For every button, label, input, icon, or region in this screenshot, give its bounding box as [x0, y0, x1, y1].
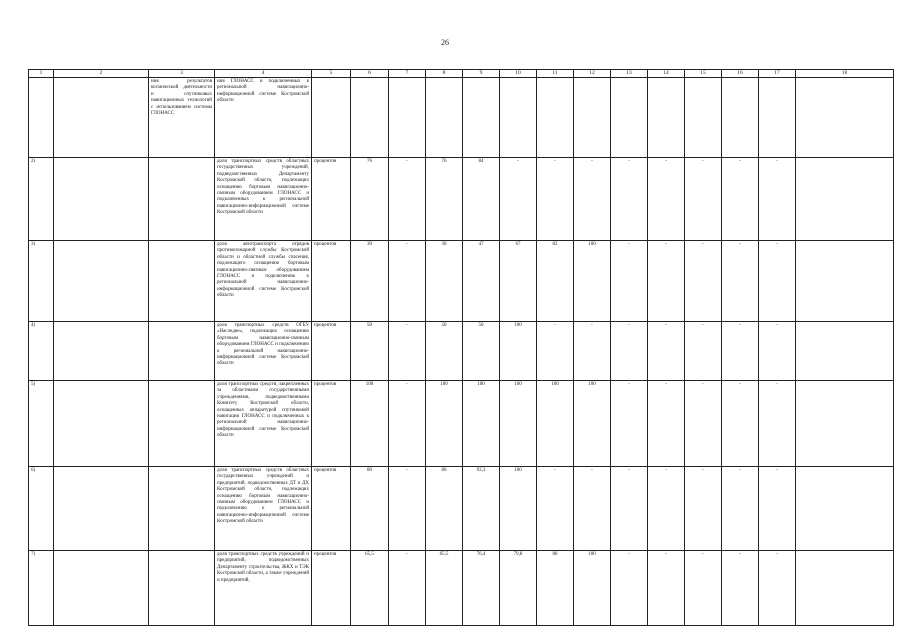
col-header: 4	[215, 70, 312, 78]
value-cell: 30	[426, 241, 463, 322]
empty-cell	[54, 381, 149, 467]
col-header: 18	[796, 70, 894, 78]
empty-cell	[149, 158, 215, 241]
value-cell: -	[537, 158, 574, 241]
value-cell: -	[389, 551, 426, 626]
row-number: 4)	[29, 322, 54, 381]
empty-cell	[796, 241, 894, 322]
unit-cell: процентов	[312, 467, 351, 551]
table-row	[29, 241, 894, 322]
value-cell: -	[389, 467, 426, 551]
empty-cell	[796, 381, 894, 467]
value-cell: -	[722, 467, 759, 551]
value-cell: 47	[463, 241, 500, 322]
value-cell: 80	[351, 467, 389, 551]
value-cell: -	[759, 158, 796, 241]
col-header: 8	[426, 70, 463, 78]
value-cell: 100	[574, 241, 611, 322]
table-row	[29, 381, 894, 467]
value-cell: -	[611, 467, 648, 551]
value-cell: -	[537, 322, 574, 381]
value-cell: 50	[351, 322, 389, 381]
value-cell: 50	[426, 322, 463, 381]
value-cell: 76,4	[463, 551, 500, 626]
value-cell: -	[722, 381, 759, 467]
indicator-description: доля транспортных средств учреждений и предприятий, подведомственных Департаменту строительства, ЖКХ и ТЭК Костромской области, а также учреждений и предприятий,	[215, 551, 312, 626]
value-cell: 30	[351, 241, 389, 322]
empty-cell	[54, 322, 149, 381]
empty-cell	[54, 158, 149, 241]
value-cell: -	[759, 551, 796, 626]
value-cell: -	[759, 381, 796, 467]
value-cell: 76	[426, 158, 463, 241]
value-cell: -	[685, 241, 722, 322]
col-header: 7	[389, 70, 426, 78]
value-cell: 67	[500, 241, 537, 322]
value-cell: -	[574, 467, 611, 551]
value-cell: -	[759, 467, 796, 551]
value-cell: 100	[537, 381, 574, 467]
value-cell: -	[722, 551, 759, 626]
row-number: 3)	[29, 241, 54, 322]
empty-cell	[796, 467, 894, 551]
value-cell: -	[648, 381, 685, 467]
empty-cell	[54, 551, 149, 626]
value-cell: 82	[537, 241, 574, 322]
indicator-description: доля транспортных средств областных государственных учреждений и предприятий, подведомственных ДТ и ДХ Костромской области, подлежащих оснащению бортовым навигационно-связным оборудованием ГЛОНАСС и подключению к региональной навигационно-информационной системе Костромской области	[215, 467, 312, 551]
value-cell: 76	[351, 158, 389, 241]
value-cell: -	[648, 551, 685, 626]
value-cell: -	[722, 158, 759, 241]
value-cell: 100	[500, 467, 537, 551]
unit-cell: процентов	[312, 381, 351, 467]
value-cell: -	[389, 158, 426, 241]
table-row	[29, 158, 894, 241]
indicator-text: ния ГЛОНАСС и подключенных к региональной навигационно-информационной системе Костромской области	[215, 78, 312, 158]
value-cell: 100	[463, 381, 500, 467]
continuation-row	[29, 78, 894, 158]
empty-cell	[796, 551, 894, 626]
value-cell: -	[389, 241, 426, 322]
empty-cell	[149, 241, 215, 322]
value-cell: 84	[463, 158, 500, 241]
value-cell: -	[759, 322, 796, 381]
empty-cell	[149, 322, 215, 381]
value-cell: 100	[500, 381, 537, 467]
empty-cell	[796, 322, 894, 381]
value-cell: -	[722, 322, 759, 381]
value-cell: 100	[574, 381, 611, 467]
row-number: 6)	[29, 467, 54, 551]
value-cell: -	[648, 467, 685, 551]
empty-cell	[149, 551, 215, 626]
table-row	[29, 322, 894, 381]
value-cell: -	[611, 381, 648, 467]
value-cell: -	[648, 241, 685, 322]
column-number-row	[29, 70, 894, 78]
table-row	[29, 467, 894, 551]
value-cell: 80	[426, 467, 463, 551]
col-header: 17	[759, 70, 796, 78]
row-number: 7)	[29, 551, 54, 626]
col-header: 11	[537, 70, 574, 78]
row-number: 2)	[29, 158, 54, 241]
indicators-table	[28, 69, 894, 626]
col-header: 1	[29, 70, 54, 78]
col-header: 6	[351, 70, 389, 78]
col-header: 2	[54, 70, 149, 78]
value-cell: -	[759, 241, 796, 322]
value-cell: -	[685, 551, 722, 626]
indicator-description: доля транспортных средств, закрепленных за областными государственными учреждениями, подведомственными Комитету Костромской области, оснащенных аппаратурой спутниковой навигации ГЛОНАСС и подключенных к региональной навигационно-информационной системе Костромской области	[215, 381, 312, 467]
value-cell: -	[685, 467, 722, 551]
col-header: 15	[685, 70, 722, 78]
value-cell: -	[611, 241, 648, 322]
value-cell: 65,5	[351, 551, 389, 626]
empty-cell	[149, 381, 215, 467]
value-cell: 100	[426, 381, 463, 467]
indicator-description: доля автотранспорта отрядов противопожарной службы Костромской области и областной службы спасения, подлежащего оснащению бортовым навигационно-связным оборудованием ГЛОНАСС и подключению к региональной навигационно-информационной системе Костромской области	[215, 241, 312, 322]
unit-cell: процентов	[312, 241, 351, 322]
page-number: 26	[441, 38, 449, 47]
value-cell: 79,8	[500, 551, 537, 626]
value-cell: 100	[500, 322, 537, 381]
empty-cell	[796, 158, 894, 241]
value-cell: -	[611, 158, 648, 241]
col-header: 5	[312, 70, 351, 78]
value-cell: -	[574, 322, 611, 381]
col-header: 9	[463, 70, 500, 78]
value-cell: -	[611, 551, 648, 626]
col-header: 12	[574, 70, 611, 78]
value-cell: -	[685, 158, 722, 241]
value-cell: 100	[351, 381, 389, 467]
col-header: 10	[500, 70, 537, 78]
unit-cell: процентов	[312, 322, 351, 381]
value-cell: 100	[574, 551, 611, 626]
value-cell: -	[537, 467, 574, 551]
indicator-description: доля транспортных средств ОГБУ «Наследие», подлежащих оснащению бортовым навигационно-связным оборудованием ГЛОНАСС и подключению к региональной навигационно-информационной системе Костромской области	[215, 322, 312, 381]
value-cell: 93,3	[463, 467, 500, 551]
value-cell: -	[389, 322, 426, 381]
value-cell: 65,5	[426, 551, 463, 626]
activity-text: ния результатов космической деятельности и спутниковых навигационных технологий с использованием системы ГЛОНАСС	[149, 78, 215, 158]
col-header: 14	[648, 70, 685, 78]
value-cell: -	[648, 158, 685, 241]
col-header: 3	[149, 70, 215, 78]
col-header: 16	[722, 70, 759, 78]
indicator-description: доля транспортных средств областных государственных учреждений, подведомственных Департаменту Костромской области, подлежащих оснащению бортовым навигационно-связным оборудованием ГЛОНАСС и подключенных к региональной навигационно-информационной системе Костромской области	[215, 158, 312, 241]
empty-cell	[54, 467, 149, 551]
value-cell: 50	[463, 322, 500, 381]
value-cell: -	[685, 381, 722, 467]
value-cell: 88	[537, 551, 574, 626]
unit-cell: процентов	[312, 158, 351, 241]
value-cell: -	[574, 158, 611, 241]
empty-cell	[54, 241, 149, 322]
value-cell: -	[685, 322, 722, 381]
row-number: 5)	[29, 381, 54, 467]
value-cell: -	[722, 241, 759, 322]
table-row	[29, 551, 894, 626]
value-cell: -	[500, 158, 537, 241]
value-cell: -	[648, 322, 685, 381]
value-cell: -	[389, 381, 426, 467]
value-cell: -	[611, 322, 648, 381]
unit-cell: процентов	[312, 551, 351, 626]
col-header: 13	[611, 70, 648, 78]
empty-cell	[149, 467, 215, 551]
